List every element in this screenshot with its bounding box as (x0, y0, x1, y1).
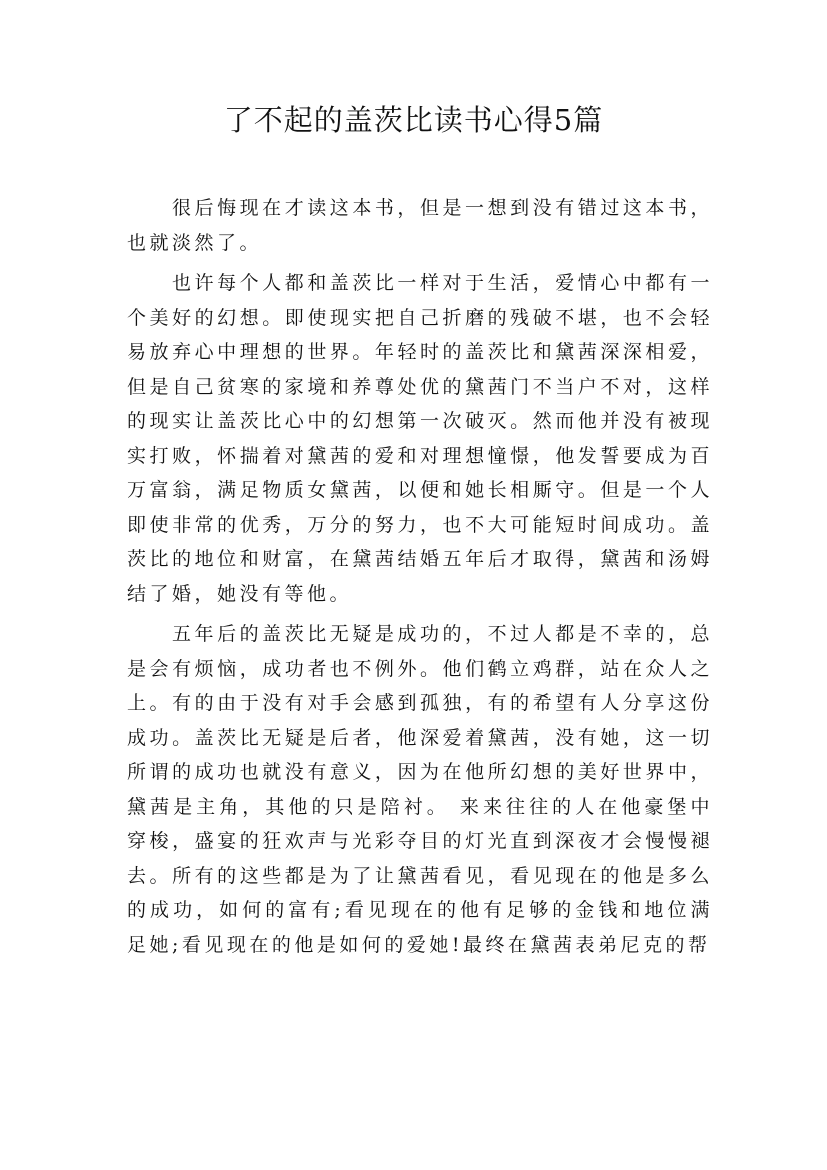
paragraph-1: 很后悔现在才读这本书，但是一想到没有错过这本书，也就淡然了。 (127, 197, 713, 254)
document-title: 了不起的盖茨比读书心得5篇 (223, 103, 604, 137)
paragraph-2: 也许每个人都和盖茨比一样对于生活，爱情心中都有一个美好的幻想。即使现实把自己折磨的残破不堪，也不会轻易放弃心中理想的世界。年轻时的盖茨比和黛茜深深相爱，但是自己贫寒的家境和养尊处优的黛茜门不当户不对，这样的现实让盖茨比心中的幻想第一次破灭。然而他并没有被现实打败，怀揣着对黛茜的爱和对理想憧憬，他发誓要成为百万富翁，满足物质女黛茜，以便和她长相厮守。但是一个人即使非常的优秀，万分的努力，也不大可能短时间成功。盖茨比的地位和财富，在黛茜结婚五年后才取得，黛茜和汤姆结了婚，她没有等他。 (127, 272, 713, 605)
paragraph-3: 五年后的盖茨比无疑是成功的，不过人都是不幸的，总是会有烦恼，成功者也不例外。他们鹤立鸡群，站在众人之上。有的由于没有对手会感到孤独，有的希望有人分享这份成功。盖茨比无疑是后者，他深爱着黛茜，没有她，这一切所谓的成功也就没有意义，因为在他所幻想的美好世界中，黛茜是主角，其他的只是陪衬。 来来往往的人在他豪堡中穿梭，盛宴的狂欢声与光彩夺目的灯光直到深夜才会慢慢褪去。所有的这些都是为了让黛茜看见，看见现在的他是多么的成功，如何的富有;看见现在的他有足够的金钱和地位满足她;看见现在的他是如何的爱她!最终在黛茜表弟尼克的帮 (127, 623, 713, 956)
document-body (127, 191, 713, 968)
